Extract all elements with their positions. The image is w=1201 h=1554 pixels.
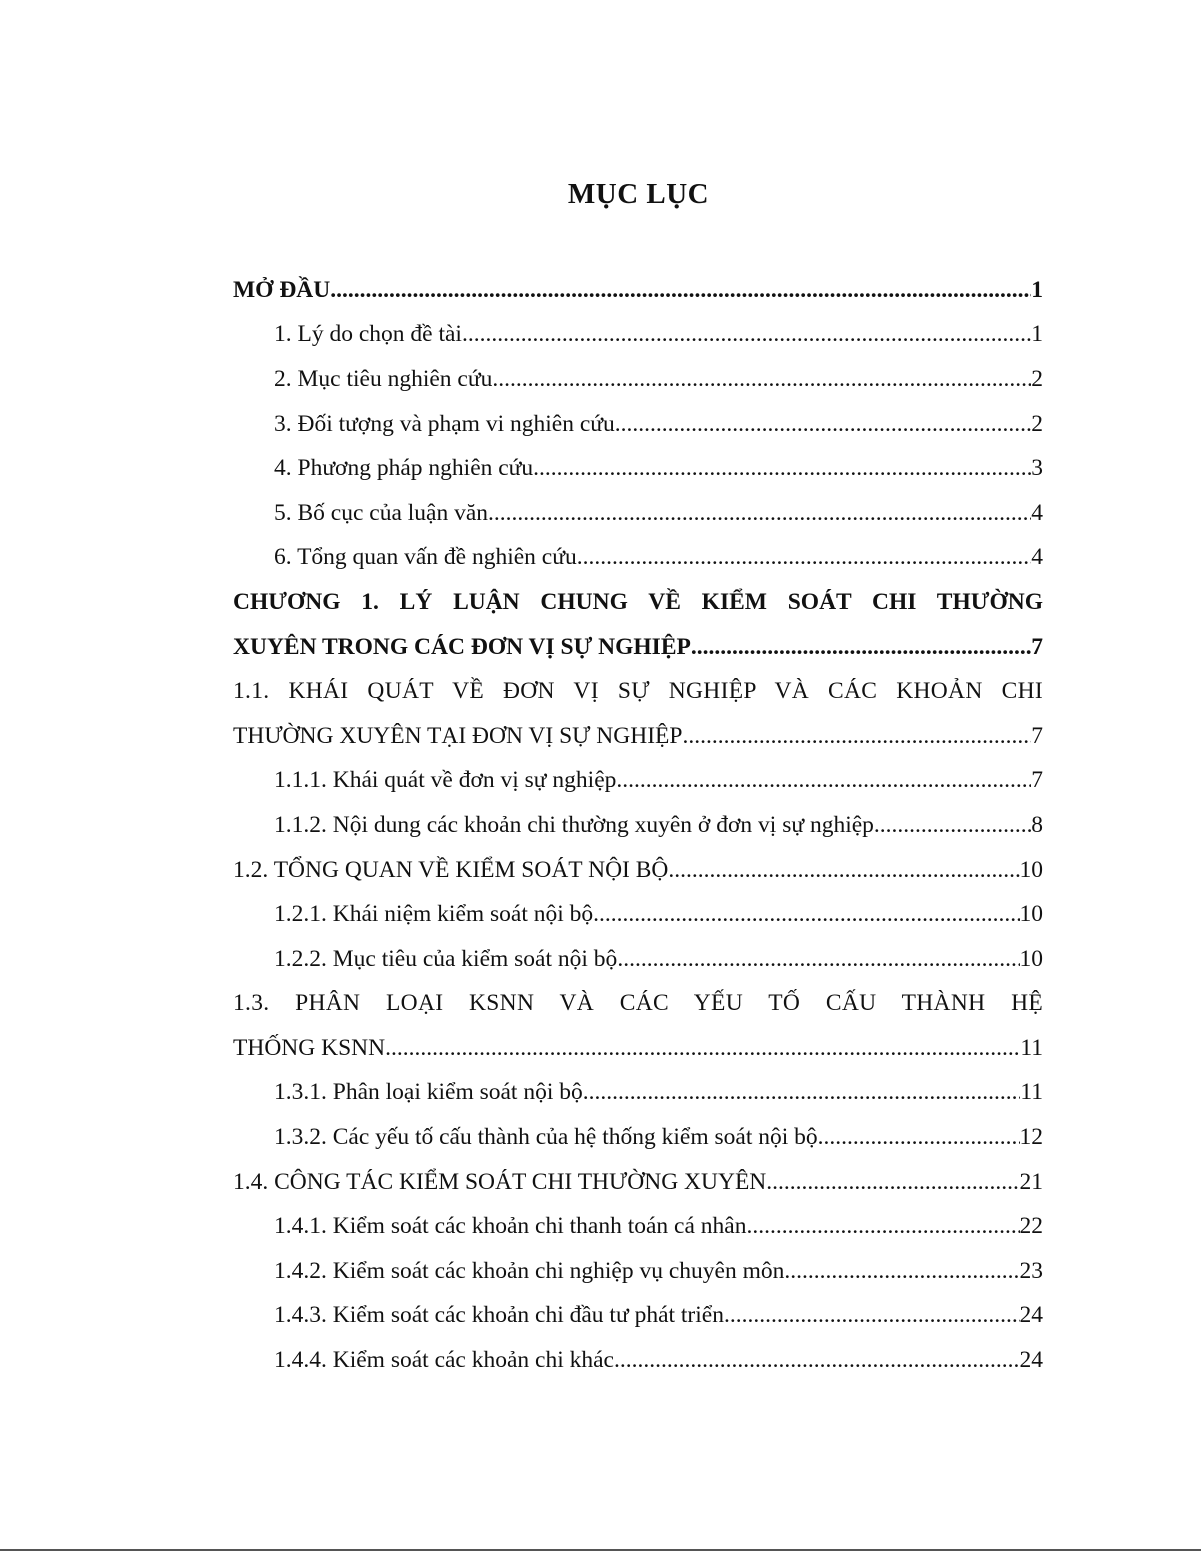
toc-entry-text: 1.4. CÔNG TÁC KIỂM SOÁT CHI THƯỜNG XUYÊN	[233, 1168, 767, 1195]
toc-entry-text: THỐNG KSNN	[233, 1034, 386, 1061]
dot-leader	[577, 544, 1032, 571]
toc-page-number: 24	[1019, 1347, 1043, 1374]
toc-entry-text: 1.4.1. Kiểm soát các khoản chi thanh toán cá nhân	[274, 1213, 747, 1240]
dot-leader	[533, 455, 1031, 482]
toc-entry	[233, 357, 1043, 402]
toc-entry-text: 1.1.1. Khái quát về đơn vị sự nghiệp	[274, 767, 617, 794]
toc-section-heading-line2	[233, 714, 1043, 759]
dot-leader	[462, 321, 1031, 348]
toc-page-number: 21	[1019, 1168, 1043, 1195]
dot-leader	[488, 500, 1031, 527]
toc-entry-text: 1.4.4. Kiểm soát các khoản chi khác	[274, 1347, 614, 1374]
dot-leader	[766, 1169, 1019, 1196]
toc-page-number: 24	[1019, 1302, 1043, 1329]
toc-entry	[233, 892, 1043, 937]
toc-page-number: 7	[1031, 767, 1043, 794]
toc-entry	[233, 1338, 1043, 1383]
toc-page-number: 2	[1031, 365, 1043, 392]
dot-leader	[724, 1302, 1020, 1329]
toc-page-number: 4	[1031, 499, 1043, 526]
toc-entry	[233, 446, 1043, 491]
toc-entry-text: 1.1. KHÁI QUÁT VỀ ĐƠN VỊ SỰ NGHIỆP VÀ CÁC KHOẢN CHI	[233, 678, 1043, 705]
toc-section-heading-line2	[233, 1026, 1043, 1071]
toc-entry	[233, 759, 1043, 804]
toc-entry-text: 6. Tổng quan vấn đề nghiên cứu	[274, 544, 577, 571]
dot-leader	[682, 723, 1031, 750]
toc-page-number: 8	[1031, 811, 1043, 838]
toc-section-heading	[233, 848, 1043, 893]
toc-entry-text: 4. Phương pháp nghiên cứu	[274, 455, 534, 482]
toc-entry	[233, 803, 1043, 848]
toc-entry-text: 1.3.2. Các yếu tố cấu thành của hệ thống kiểm soát nội bộ	[274, 1124, 818, 1151]
toc-page-number: 7	[1031, 722, 1043, 749]
toc-entry-text: CHƯƠNG 1. LÝ LUẬN CHUNG VỀ KIỂM SOÁT CHI THƯỜNG	[233, 588, 1043, 615]
toc-section-heading-line1	[233, 982, 1043, 1027]
toc-entry-text: 1.4.3. Kiểm soát các khoản chi đầu tư phát triển	[274, 1302, 724, 1329]
toc-entry-text: 1.2.1. Khái niệm kiểm soát nội bộ	[274, 901, 594, 928]
toc-entry-text: 1.1.2. Nội dung các khoản chi thường xuyên ở đơn vị sự nghiệp	[274, 811, 874, 838]
toc-page-number: 10	[1019, 901, 1043, 928]
toc-entry-text: XUYÊN TRONG CÁC ĐƠN VỊ SỰ NGHIỆP	[233, 633, 691, 660]
toc-chapter-heading-line2	[233, 625, 1043, 670]
toc-entry	[233, 1249, 1043, 1294]
toc-page-number: 3	[1031, 455, 1043, 482]
toc-entry-text: 1.2.2. Mục tiêu của kiểm soát nội bộ	[274, 945, 618, 972]
dot-leader	[617, 946, 1019, 973]
toc-entry	[233, 491, 1043, 536]
toc-page-number: 23	[1019, 1257, 1043, 1284]
dot-leader	[616, 767, 1031, 794]
dot-leader	[691, 634, 1031, 661]
toc-entry-text: THƯỜNG XUYÊN TẠI ĐƠN VỊ SỰ NGHIỆP	[233, 722, 683, 749]
toc-entry	[233, 313, 1043, 358]
toc-entry-text: 5. Bố cục của luận văn	[274, 499, 489, 526]
page-title: MỤC LỤC	[567, 178, 710, 210]
toc-section-heading-line1	[233, 669, 1043, 714]
toc-page-number: 11	[1020, 1034, 1043, 1061]
toc-section-heading	[233, 1160, 1043, 1205]
dot-leader	[385, 1035, 1020, 1062]
dot-leader	[583, 1079, 1021, 1106]
bottom-edge-line	[0, 1549, 1201, 1551]
toc-entry-text: 1. Lý do chọn đề tài	[274, 321, 462, 348]
dot-leader	[593, 901, 1019, 928]
toc-page-number: 11	[1020, 1079, 1043, 1106]
toc-page-number: 10	[1019, 945, 1043, 972]
dot-leader	[330, 277, 1031, 304]
toc-entry-text: MỞ ĐẦU	[233, 276, 331, 303]
toc-entry	[233, 536, 1043, 581]
toc-page-number: 7	[1031, 633, 1043, 660]
toc-page-number: 10	[1019, 856, 1043, 883]
dot-leader	[615, 411, 1032, 438]
toc-entry-text: 3. Đối tượng và phạm vi nghiên cứu	[274, 410, 615, 437]
toc-entry-text: 1.4.2. Kiểm soát các khoản chi nghiệp vụ chuyên môn	[274, 1257, 785, 1284]
dot-leader	[784, 1258, 1019, 1285]
dot-leader	[818, 1124, 1020, 1151]
toc-entry	[233, 1071, 1043, 1116]
dot-leader	[874, 812, 1031, 839]
toc-entry-text: 1.2. TỔNG QUAN VỀ KIỂM SOÁT NỘI BỘ	[233, 856, 669, 883]
toc-entry-mo-dau	[233, 268, 1043, 313]
toc-page-number: 1	[1031, 321, 1043, 348]
toc-entry	[233, 1294, 1043, 1339]
toc-entry-text: 1.3. PHÂN LOẠI KSNN VÀ CÁC YẾU TỐ CẤU THÀNH HỆ	[233, 990, 1043, 1017]
toc-entry	[233, 937, 1043, 982]
toc-page-number: 2	[1031, 410, 1043, 437]
toc-page-number: 4	[1031, 544, 1043, 571]
dot-leader	[746, 1213, 1019, 1240]
toc-chapter-heading-line1	[233, 580, 1043, 625]
dot-leader	[668, 857, 1019, 884]
table-of-contents	[233, 268, 1043, 1383]
toc-entry	[233, 402, 1043, 447]
toc-entry-text: 2. Mục tiêu nghiên cứu	[274, 365, 493, 392]
toc-entry	[233, 1115, 1043, 1160]
toc-entry-text: 1.3.1. Phân loại kiểm soát nội bộ	[274, 1079, 583, 1106]
toc-entry	[233, 1204, 1043, 1249]
toc-page-number: 22	[1019, 1213, 1043, 1240]
dot-leader	[492, 366, 1031, 393]
toc-page-number: 12	[1019, 1124, 1043, 1151]
dot-leader	[614, 1347, 1020, 1374]
toc-page-number: 1	[1031, 276, 1043, 303]
